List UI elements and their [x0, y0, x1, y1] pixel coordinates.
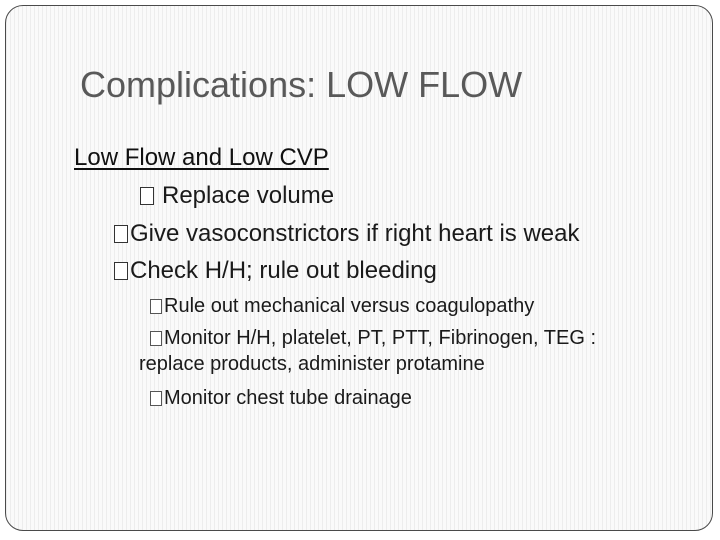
bullet-item — [114, 257, 437, 285]
bullet-item — [114, 220, 580, 248]
sub-bullet-text: Rule out mechanical versus coagulopathy — [164, 295, 535, 317]
sub-bullet-box-icon — [150, 331, 162, 346]
sub-bullet-item — [150, 295, 534, 318]
bullet-item — [140, 182, 334, 210]
bullet-text: Give vasoconstrictors if right heart is weak — [130, 220, 580, 247]
section-heading: Low Flow and Low CVP — [74, 144, 329, 171]
sub-bullet-item — [150, 327, 596, 350]
slide-title: Complications: LOW FLOW — [80, 64, 523, 105]
sub-bullet-box-icon — [150, 391, 162, 406]
sub-bullet-text: Monitor H/H, platelet, PT, PTT, Fibrinogen, TEG : — [164, 327, 597, 349]
sub-bullet-continuation: replace products, administer protamine — [139, 353, 485, 375]
bullet-box-icon — [114, 225, 128, 243]
sub-bullet-box-icon — [150, 299, 162, 314]
bullet-box-icon — [114, 262, 128, 280]
bullet-box-icon — [140, 187, 154, 205]
bullet-text: Replace volume — [162, 182, 335, 209]
sub-bullet-item — [150, 387, 412, 410]
slide-frame — [5, 5, 713, 531]
bullet-text: Check H/H; rule out bleeding — [130, 257, 437, 284]
sub-bullet-text: Monitor chest tube drainage — [164, 387, 412, 409]
